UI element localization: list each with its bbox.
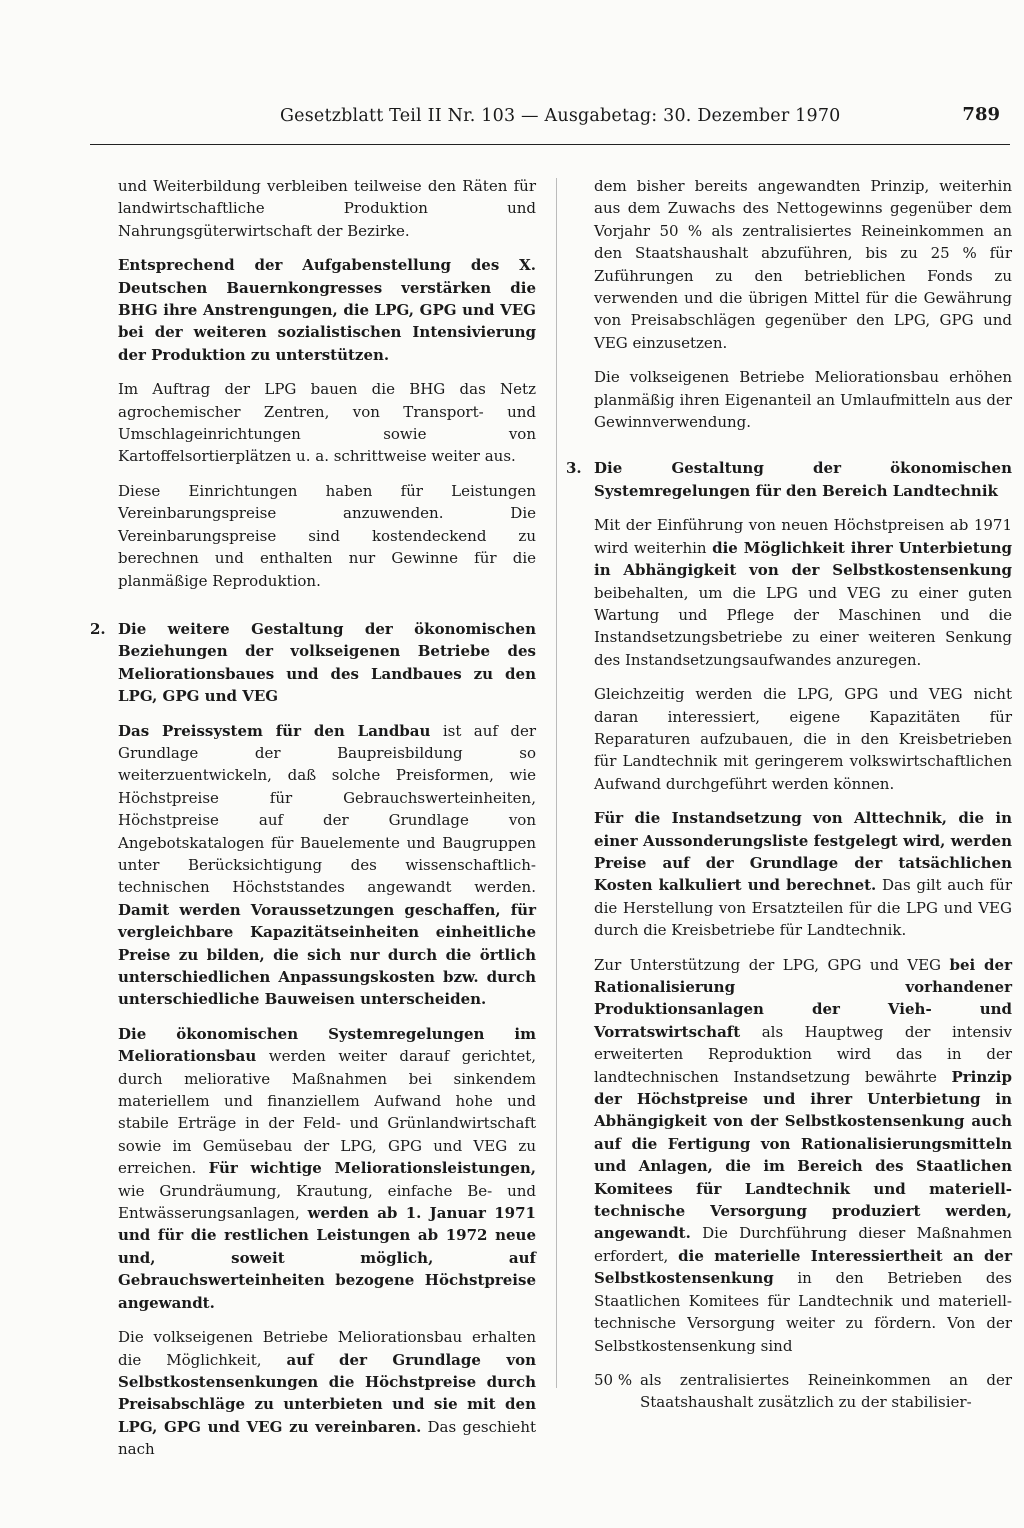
text-run: in den Betrieben des Staatlichen Komitees für Landtechnik und materiell-technische Versorgung weiter zu fördern. Von der Selbstkostensenkung sind bbox=[594, 1269, 1012, 1355]
text-run: Mit der Einführung von neuen Höchstpreisen ab 1971 wird weiterhin bbox=[594, 516, 1012, 557]
paragraph: dem bisher bereits angewandten Prinzip, weiterhin aus dem Zuwachs des Nettogewinns gegenüber dem Vorjahr 50 % als zentralisiertes Reineinkommen an den Staatshaushalt abzuführen, bis zu 25 % für Zuführungen zu den betrieblichen Fonds zu verwenden und die übrigen Mittel für die Gewährung von Preisabschlägen gegenüber den LPG, GPG und VEG einzusetzen. bbox=[594, 177, 1012, 352]
page-number: 789 bbox=[962, 104, 1000, 125]
text-run: die materielle Interessiertheit an der Selbstkostensenkung bbox=[594, 1246, 1012, 1288]
paragraph: und Weiterbildung verbleiben teilweise den Räten für landwirtschaftliche Produktion und Nahrungsgüterwirtschaft der Bezirke. bbox=[118, 177, 536, 240]
paragraph bbox=[118, 1023, 536, 1314]
text-run: als Hauptweg der intensiv erweiterten Reproduktion wird das in der landtechnischen Instandsetzung bewährte bbox=[594, 1022, 1012, 1086]
page-header bbox=[90, 100, 1010, 145]
paragraph: Im Auftrag der LPG bauen die BHG das Netz agrochemischer Zentren, von Transport- und Umschlageinrichtungen sowie von Kartoffelsortierplätzen u. a. schrittweise weiter aus. bbox=[118, 380, 536, 466]
text-run: auf der Grundlage von Selbstkostensenkungen die Höchstpreise durch Preisabschläge zu unterbieten und sie mit den LPG, GPG und VEG zu vereinbaren. bbox=[118, 1350, 536, 1436]
text-run: Für wichtige Meliorationsleistungen, bbox=[208, 1159, 536, 1178]
text-run: beibehalten, um die LPG und VEG zu einer guten Wartung und Pflege der Maschinen und die Instandsetzungsbetriebe zu einer weiteren Senkung des Instandsetzungsaufwandes anzuregen. bbox=[594, 583, 1012, 669]
section-number: 2. bbox=[90, 619, 106, 638]
text-run: werden weiter darauf gerichtet, durch meliorative Maßnahmen bei sinkendem materiellem und finanziellem Aufwand hohe und stabile Erträge in der Feld- und Grünlandwirtschaft sowie im Gemüsebau der LPG, GPG und VEG zu erreichen. bbox=[118, 1047, 536, 1178]
paragraph bbox=[118, 720, 536, 1011]
left-column bbox=[90, 175, 537, 1473]
text-run: Für die Instandsetzung von Alttechnik, die in einer Aussonderungsliste festgelegt wird, werden Preise auf der Grundlage der tatsächlichen Kosten kalkuliert und berechnet. bbox=[594, 809, 1012, 895]
section-number: 3. bbox=[566, 459, 582, 478]
text-run: Zur Unterstützung der LPG, GPG und VEG bbox=[594, 955, 950, 974]
text-run: Damit werden Voraussetzungen geschaffen, für vergleichbare Kapazitätseinheiten einheitliche Preise zu bilden, die sich nur durch die örtlich unterschiedlichen Anpassungskosten bzw. durch unterschiedliche Bauweisen unterscheiden. bbox=[118, 900, 536, 1009]
paragraph bbox=[594, 954, 1012, 1357]
right-column bbox=[566, 175, 1012, 1426]
text-run: Die Durchführung dieser Maßnahmen erfordert, bbox=[594, 1224, 1012, 1265]
paragraph bbox=[594, 514, 1012, 671]
paragraph bbox=[118, 1326, 536, 1460]
text-run: werden ab 1. Januar 1971 und für die restlichen Leistungen ab 1972 neue und, soweit möglich, auf Gebrauchswerteinheiten bezogene Höchstpreise angewandt. bbox=[118, 1204, 536, 1312]
section-heading bbox=[566, 457, 1012, 502]
paragraph: Gleichzeitig werden die LPG, GPG und VEG nicht daran interessiert, eigene Kapazitäten für Reparaturen aufzubauen, die in den Kreisbetrieben für Landtechnik mit geringerem volkswirtschaftlichen Aufwand durchgeführt werden können. bbox=[594, 685, 1012, 793]
text-run: als zentralisiertes Reineinkommen an der Staatshaushalt zusätzlich zu der stabilisier- bbox=[640, 1370, 1012, 1412]
text-run: Die volkseigenen Betriebe Meliorationsbau erhalten die Möglichkeit, bbox=[118, 1328, 536, 1369]
text-run: Das geschieht nach bbox=[118, 1417, 537, 1459]
section-heading bbox=[90, 618, 536, 708]
section-heading-text: Die Gestaltung der ökonomischen Systemregelungen für den Bereich Landtechnik bbox=[594, 459, 1012, 500]
text-run: die Möglichkeit ihrer Unterbietung in Abhängigkeit von der Selbstkostensenkung bbox=[594, 538, 1012, 580]
column-divider bbox=[556, 178, 557, 1388]
text-run: Das gilt auch für die Herstellung von Ersatzteilen für die LPG und VEG durch die Kreisbetriebe für Landtechnik. bbox=[594, 876, 1012, 940]
text-run: bei der Rationalisierung vorhandener Produktionsanlagen der Vieh- und Vorratswirtschaft bbox=[594, 955, 1012, 1041]
text-run: wie Grundräumung, Krautung, einfache Be- und Entwässerungsanlagen, bbox=[118, 1181, 536, 1223]
section-heading-text: Die weitere Gestaltung der ökonomischen Beziehungen der volkseigenen Betriebe des Meliorationsbaues und des Landbaues zu den LPG, GPG und VEG bbox=[118, 619, 536, 706]
paragraph: Diese Einrichtungen haben für Leistungen Vereinbarungspreise anzuwenden. Die Vereinbarungspreise sind kostendeckend zu berechnen und enthalten nur Gewinne für die planmäßige Reproduktion. bbox=[118, 481, 536, 590]
header-title: Gesetzblatt Teil II Nr. 103 — Ausgabetag: 30. Dezember 1970 bbox=[280, 106, 841, 126]
percentage-label: 50 % bbox=[594, 1370, 633, 1389]
paragraph bbox=[594, 807, 1012, 941]
paragraph: Die volkseigenen Betriebe Meliorationsbau erhöhen planmäßig ihren Eigenanteil an Umlaufmitteln aus der Gewinnverwendung. bbox=[594, 368, 1012, 432]
text-run: Prinzip der Höchstpreise und ihrer Unterbietung in Abhängigkeit von der Selbstkostensenkung auch auf die Fertigung von Rationalisierungsmitteln und Anlagen, die im Bereich des Staatlichen Komitees für Landtechnik und materiell-technische Versorgung produziert werden, angewandt. bbox=[594, 1067, 1012, 1243]
paragraph: Entsprechend der Aufgabenstellung des X. Deutschen Bauernkongresses verstärken die BHG ihre Anstrengungen, die LPG, GPG und VEG bei der weiteren sozialistischen Intensivierung der Produktion zu unterstützen. bbox=[118, 256, 536, 364]
text-run: ist auf der Grundlage der Baupreisbildung so weiterzuentwickeln, daß solche Preisformen, wie Höchstpreise für Gebrauchswerteinheiten, Höchstpreise auf der Grundlage von Angebotskatalogen für Bauelemente und Baugruppen unter Berücksichtigung des wissenschaftlich-technischen Höchststandes angewandt werden. bbox=[118, 721, 536, 897]
text-run: Das Preissystem für den Landbau bbox=[118, 721, 431, 740]
paragraph-percentage bbox=[594, 1369, 1012, 1414]
text-run: Die ökonomischen Systemregelungen im Meliorationsbau bbox=[118, 1024, 536, 1066]
